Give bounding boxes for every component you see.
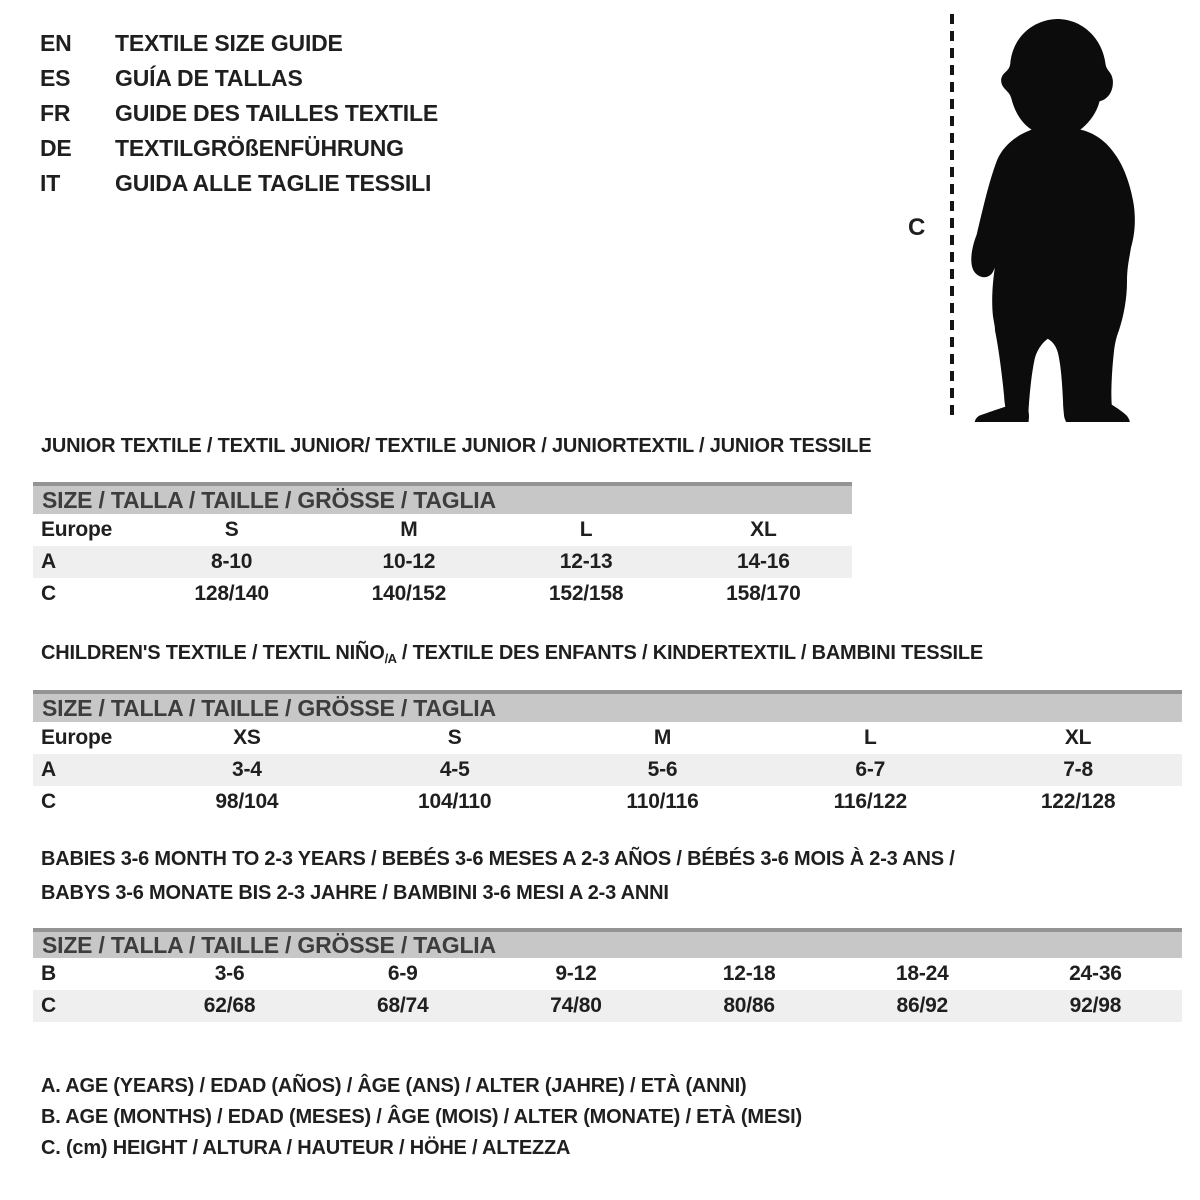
height-cell: 68/74	[376, 994, 429, 1017]
height-cell: 116/122	[833, 790, 907, 813]
height-cell: 128/140	[194, 582, 269, 605]
height-cell: 122/128	[1040, 790, 1116, 813]
legend-line-b: B. AGE (MONTHS) / EDAD (MESES) / ÂGE (MOIS) / ALTER (MONATE) / ETÀ (MESI)	[41, 1106, 802, 1128]
table-row-europe	[33, 722, 1182, 754]
table-row-height	[33, 578, 852, 610]
size-cell: S	[447, 726, 462, 749]
size-cell: XL	[750, 518, 777, 541]
legend-line-a: A. AGE (YEARS) / EDAD (AÑOS) / ÂGE (ANS) / ALTER (JAHRE) / ETÀ (ANNI)	[41, 1075, 747, 1097]
children-section-heading	[41, 636, 983, 676]
language-row-fr	[40, 96, 438, 131]
language-row-de	[40, 131, 438, 166]
babies-size-table	[33, 928, 1182, 1022]
row-label: A	[41, 550, 56, 573]
size-cell: M	[400, 518, 418, 541]
table-row-europe	[33, 514, 852, 546]
language-label: GUIDA ALLE TAGLIE TESSILI	[115, 170, 432, 196]
height-measure-figure	[900, 10, 1180, 430]
height-dashed-line	[948, 14, 956, 420]
language-list	[40, 26, 438, 201]
age-cell: 12-13	[559, 550, 613, 573]
junior-heading-text: JUNIOR TEXTILE / TEXTIL JUNIOR/ TEXTILE JUNIOR / JUNIORTEXTIL / JUNIOR TESSILE	[41, 435, 872, 457]
language-code: FR	[40, 100, 71, 126]
row-label: C	[41, 994, 56, 1017]
language-label: GUÍA DE TALLAS	[115, 65, 303, 91]
language-row-it	[40, 166, 438, 201]
legend-line-c: C. (cm) HEIGHT / ALTURA / HAUTEUR / HÖHE / ALTEZZA	[41, 1137, 571, 1159]
table-row-height	[33, 786, 1182, 818]
language-row-es	[40, 61, 438, 96]
table-row-age	[33, 546, 852, 578]
height-cell: 92/98	[1069, 994, 1122, 1017]
language-code: ES	[40, 65, 71, 91]
age-cell: 7-8	[1063, 758, 1093, 781]
months-cell: 18-24	[895, 962, 949, 985]
months-cell: 9-12	[555, 962, 597, 985]
height-cell: 74/80	[550, 994, 602, 1017]
row-label: Europe	[41, 518, 113, 541]
size-header-label: SIZE / TALLA / TAILLE / GRÖSSE / TAGLIA	[42, 486, 496, 513]
junior-size-table	[33, 482, 852, 610]
table-row-months	[33, 958, 1182, 990]
height-cell: 140/152	[371, 582, 447, 605]
language-row-en	[40, 26, 438, 61]
height-cell: 62/68	[203, 994, 256, 1017]
size-cell: L	[863, 726, 877, 749]
language-code: DE	[40, 135, 72, 161]
months-cell: 24-36	[1069, 962, 1122, 985]
table-row-height	[33, 990, 1182, 1022]
children-size-table	[33, 690, 1182, 818]
babies-section-heading	[41, 842, 955, 910]
language-label: TEXTILE SIZE GUIDE	[115, 30, 343, 56]
height-measure-label: C	[908, 214, 926, 241]
row-label: Europe	[41, 726, 113, 749]
height-cell: 80/86	[723, 994, 775, 1017]
row-label: A	[41, 758, 56, 781]
children-heading-pre: CHILDREN'S TEXTILE / TEXTIL NIÑO	[41, 642, 385, 664]
age-cell: 3-4	[232, 758, 262, 781]
height-cell: 86/92	[896, 994, 949, 1017]
babies-heading-line1: BABIES 3-6 MONTH TO 2-3 YEARS / BEBÉS 3-6 MESES A 2-3 AÑOS / BÉBÉS 3-6 MOIS À 2-3 ANS /	[41, 848, 955, 870]
size-header-label: SIZE / TALLA / TAILLE / GRÖSSE / TAGLIA	[42, 694, 496, 721]
table-row-age	[33, 754, 1182, 786]
row-label: B	[41, 962, 56, 985]
legend	[41, 1071, 802, 1164]
junior-section-heading	[41, 429, 871, 463]
size-header-bar	[33, 690, 1182, 722]
children-heading-sub: /A	[384, 651, 397, 666]
months-cell: 12-18	[722, 962, 776, 985]
size-header-bar	[33, 482, 852, 514]
size-cell: XS	[233, 726, 261, 749]
age-cell: 6-7	[855, 758, 886, 781]
language-code: EN	[40, 30, 72, 56]
age-cell: 8-10	[211, 550, 253, 573]
language-code: IT	[40, 170, 61, 196]
height-cell: 110/116	[626, 790, 699, 813]
language-label: TEXTILGRÖßENFÜHRUNG	[115, 135, 404, 161]
size-header-bar	[33, 928, 1182, 958]
height-cell: 98/104	[215, 790, 279, 813]
months-cell: 6-9	[387, 962, 418, 985]
age-cell: 10-12	[382, 550, 436, 573]
height-cell: 104/110	[418, 790, 492, 813]
size-header-label: SIZE / TALLA / TAILLE / GRÖSSE / TAGLIA	[42, 931, 496, 958]
children-heading-post: / TEXTILE DES ENFANTS / KINDERTEXTIL / BAMBINI TESSILE	[396, 642, 984, 664]
size-cell: M	[653, 726, 672, 749]
size-cell: S	[224, 518, 239, 541]
size-cell: XL	[1064, 726, 1092, 749]
row-label: C	[41, 582, 56, 605]
toddler-silhouette-icon	[958, 16, 1162, 422]
age-cell: 14-16	[737, 550, 790, 573]
months-cell: 3-6	[214, 962, 245, 985]
babies-heading-line2: BABYS 3-6 MONATE BIS 2-3 JAHRE / BAMBINI 3-6 MESI A 2-3 ANNI	[41, 882, 669, 904]
age-cell: 4-5	[439, 758, 470, 781]
language-label: GUIDE DES TAILLES TEXTILE	[115, 100, 438, 126]
size-cell: L	[579, 518, 593, 541]
row-label: C	[41, 790, 56, 813]
height-cell: 152/158	[548, 582, 624, 605]
height-cell: 158/170	[726, 582, 801, 605]
age-cell: 5-6	[647, 758, 678, 781]
